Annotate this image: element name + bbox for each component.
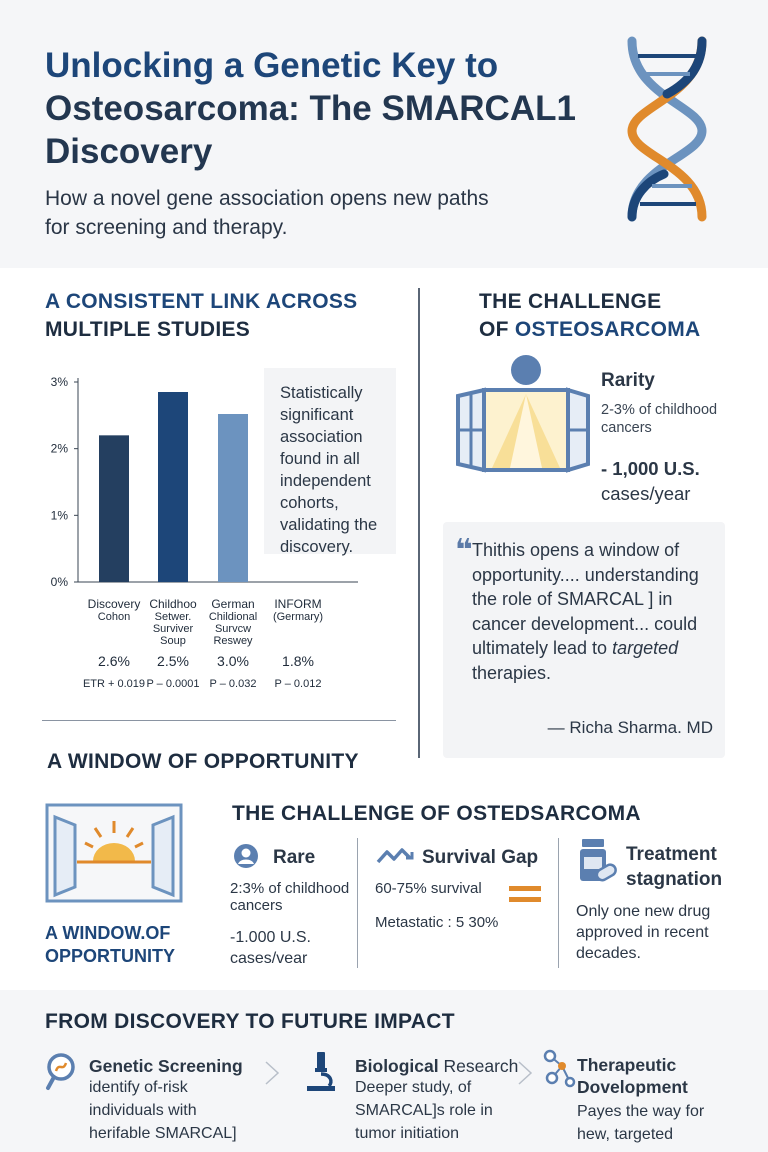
chevron-right-icon [262, 1058, 282, 1088]
quote-mark-icon: ❝ [455, 534, 473, 567]
left-divider [42, 720, 396, 721]
survival-rate: 60-75% survival [375, 880, 482, 897]
stagnation-title: Treatment stagnation [626, 844, 723, 890]
therapy-text: Payes the way for hew, targeted [577, 1103, 705, 1143]
link-heading [45, 288, 358, 344]
subtitle [45, 184, 585, 242]
subtitle-line-2: for screening and therapy. [45, 216, 288, 239]
y-tick-label: 2% [50, 441, 68, 456]
link-heading-line-2: MULTIPLE STUDIES [45, 318, 251, 341]
bar [218, 414, 248, 582]
x-category-label: Setwer. [154, 611, 192, 623]
window-sun-icon [45, 803, 183, 903]
rarity-cases-unit: cases/year [601, 483, 691, 504]
rare-percent: 2:3% of childhood cancers [230, 880, 350, 914]
chevron-right-icon [515, 1058, 535, 1088]
data-label: 2.6% [98, 653, 130, 669]
challenge-heading-prefix: OF [479, 318, 515, 341]
x-category-label: Cohon [97, 611, 131, 623]
x-category-label: (Germary) [272, 611, 324, 623]
rarity-title: Rarity [601, 370, 655, 391]
bar [99, 435, 129, 582]
challenge-heading-accent: OSTEOSARCOMA [514, 318, 701, 341]
rarity-percent: 2-3% of childhood cancers [601, 402, 718, 436]
title-line-1: Unlocking a Genetic Key to [45, 46, 499, 85]
research-title-bold: Biological [355, 1056, 439, 1076]
stat-note-box [264, 368, 396, 554]
data-label: 3.0% [217, 653, 249, 669]
x-category-label: INFORM [274, 597, 322, 611]
molecule-icon [540, 1048, 576, 1092]
subtitle-line-1: How a novel gene association opens new paths [45, 187, 489, 210]
stat-note-text: Statistically significant association found in all independent cohorts, validating the discovery. [280, 384, 378, 556]
x-category-label: Soup [160, 635, 186, 647]
rarity-cases [601, 456, 741, 506]
research-title [355, 1055, 518, 1077]
challenge2-heading: THE CHALLENGE OF OSTEDSARCOMA [232, 802, 641, 825]
research-title-rest: Research [438, 1056, 519, 1076]
y-tick-label: 1% [50, 508, 68, 523]
x-category-label: Childional [208, 611, 258, 623]
survival-title: Survival Gap [422, 847, 539, 868]
x-category-label: German [211, 597, 255, 611]
pill-bottle-icon [578, 837, 618, 887]
column-divider-2 [558, 838, 559, 968]
quote-text-end: therapies. [472, 662, 552, 683]
link-heading-line-1: A CONSISTENT LINK ACROSS [45, 290, 358, 313]
quote-box [443, 522, 725, 758]
p-value-label: P – 0.0001 [146, 678, 200, 690]
challenge-heading-line-1: THE CHALLENGE [479, 290, 662, 313]
future-heading: FROM DISCOVERY TO FUTURE IMPACT [45, 1010, 455, 1033]
window-heading: A WINDOW OF OPPORTUNITY [47, 750, 359, 773]
x-category-label: Reswey [213, 635, 253, 647]
window-label-line-1: A WINDOW.OF [45, 923, 171, 943]
data-label: 2.5% [157, 653, 189, 669]
x-category-label: Childhoo [149, 597, 197, 611]
bar [158, 392, 188, 582]
title-line-2: Osteosarcoma: The SMARCAL1 [45, 89, 576, 128]
metastatic-rate: Metastatic : 5 30% [375, 914, 499, 931]
y-tick-label: 0% [50, 575, 68, 589]
column-divider-1 [357, 838, 358, 968]
window-person-icon [452, 352, 592, 478]
quote-text-main: Thithis opens a window of opportunity.... understanding the role of SMARCAL ] in cancer development... could ultimately lead to [472, 540, 699, 658]
page-title [45, 44, 605, 173]
challenge-heading [479, 288, 701, 344]
equals-icon [508, 884, 542, 904]
y-tick-label: 3% [50, 375, 68, 389]
p-value-label: P – 0.032 [209, 678, 257, 690]
screening-title: Genetic Screening [89, 1056, 243, 1076]
microscope-icon [305, 1050, 337, 1092]
data-label: 1.8% [282, 653, 314, 669]
p-value-label: P – 0.012 [274, 678, 322, 690]
research-text: Deeper study, of SMARCAL]s role in tumor initiation [355, 1079, 493, 1142]
p-value-label: ETR + 0.019 [82, 678, 146, 690]
rare-cases: -1.000 U.S. cases/vear [230, 929, 311, 967]
rarity-cases-number: - 1,000 U.S. [601, 458, 700, 479]
screening-text: identify of-risk individuals with herifable SMARCAL] [89, 1079, 237, 1142]
rare-title: Rare [273, 847, 316, 868]
vertical-divider [418, 288, 420, 758]
x-category-label: Survcw [214, 623, 252, 635]
stagnation-text: Only one new drug approved in recent decades. [576, 903, 711, 962]
magnifier-icon [45, 1052, 77, 1092]
trend-icon [376, 846, 418, 866]
x-category-label: Surviver [152, 623, 194, 635]
dna-icon [612, 36, 722, 222]
window-label-line-2: OPPORTUNITY [45, 946, 176, 966]
quote-text-emphasis: targeted [612, 638, 679, 658]
title-line-3: Discovery [45, 132, 213, 171]
person-icon [232, 842, 260, 870]
quote-text [472, 538, 722, 685]
x-category-label: Discovery [87, 597, 141, 611]
quote-author: — Richa Sharma. MD [547, 718, 713, 737]
therapy-title: Therapeutic Dovelopment [577, 1055, 688, 1097]
window-label [45, 922, 205, 968]
